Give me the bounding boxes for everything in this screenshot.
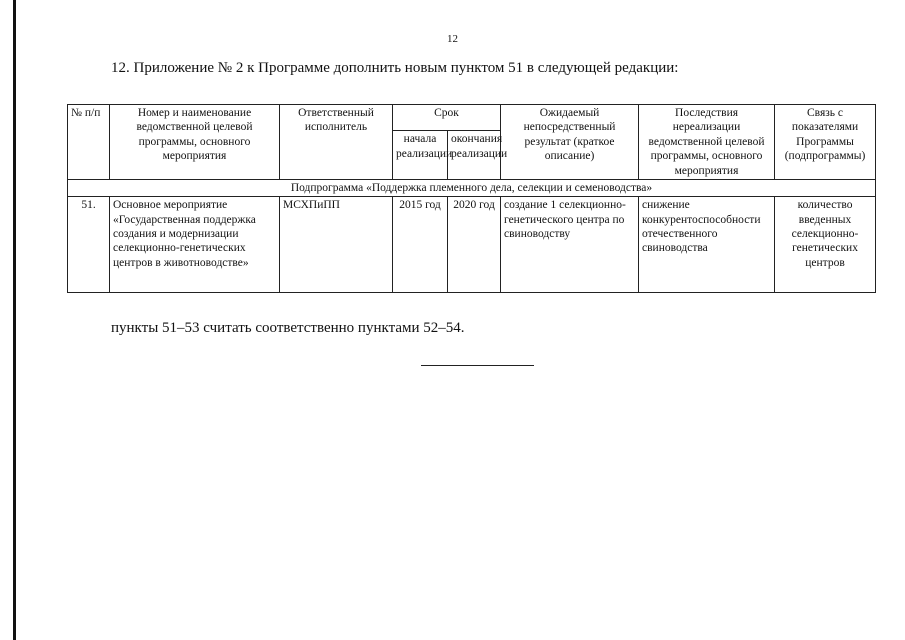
- page-number: 12: [447, 33, 458, 45]
- header-term: Срок: [393, 105, 501, 131]
- header-name: Номер и наименование ведомственной целевой программы, основного мероприятия: [110, 105, 280, 180]
- table-header-row: [68, 105, 876, 131]
- header-expected: Ожидаемый непосредственный результат (краткое описание): [501, 105, 639, 180]
- header-num: № п/п: [68, 105, 110, 180]
- conclusion-text: пункты 51–53 считать соответственно пунктами 52–54.: [111, 320, 465, 336]
- left-margin-line: [13, 0, 16, 640]
- separator-line: [421, 365, 534, 366]
- row-consequences: снижение конкурентоспособности отечественного свиноводства: [639, 197, 775, 293]
- row-num: 51.: [68, 197, 110, 293]
- intro-text: 12. Приложение № 2 к Программе дополнить новым пунктом 51 в следующей редакции:: [111, 60, 679, 76]
- subprogram-row: [68, 179, 876, 196]
- program-table: [67, 104, 876, 293]
- row-name: Основное мероприятие «Государственная поддержка создания и модернизации селекционно-генетических центров в животноводстве»: [110, 197, 280, 293]
- header-consequences: Последствия нереализации ведомственной целевой программы, основного мероприятия: [639, 105, 775, 180]
- header-link: Связь с показателями Программы (подпрограммы): [775, 105, 876, 180]
- row-executor: МСХПиПП: [280, 197, 393, 293]
- row-end: 2020 год: [448, 197, 501, 293]
- row-start: 2015 год: [393, 197, 448, 293]
- header-term-end: окончания реализации: [448, 131, 501, 179]
- header-term-start: начала реализации: [393, 131, 448, 179]
- table-row: [68, 197, 876, 293]
- row-expected: создание 1 селекционно-генетического центра по свиноводству: [501, 197, 639, 293]
- subprogram-title: Подпрограмма «Поддержка племенного дела, селекции и семеноводства»: [68, 179, 876, 196]
- row-link: количество введенных селекционно-генетических центров: [775, 197, 876, 293]
- header-executor: Ответственный исполнитель: [280, 105, 393, 180]
